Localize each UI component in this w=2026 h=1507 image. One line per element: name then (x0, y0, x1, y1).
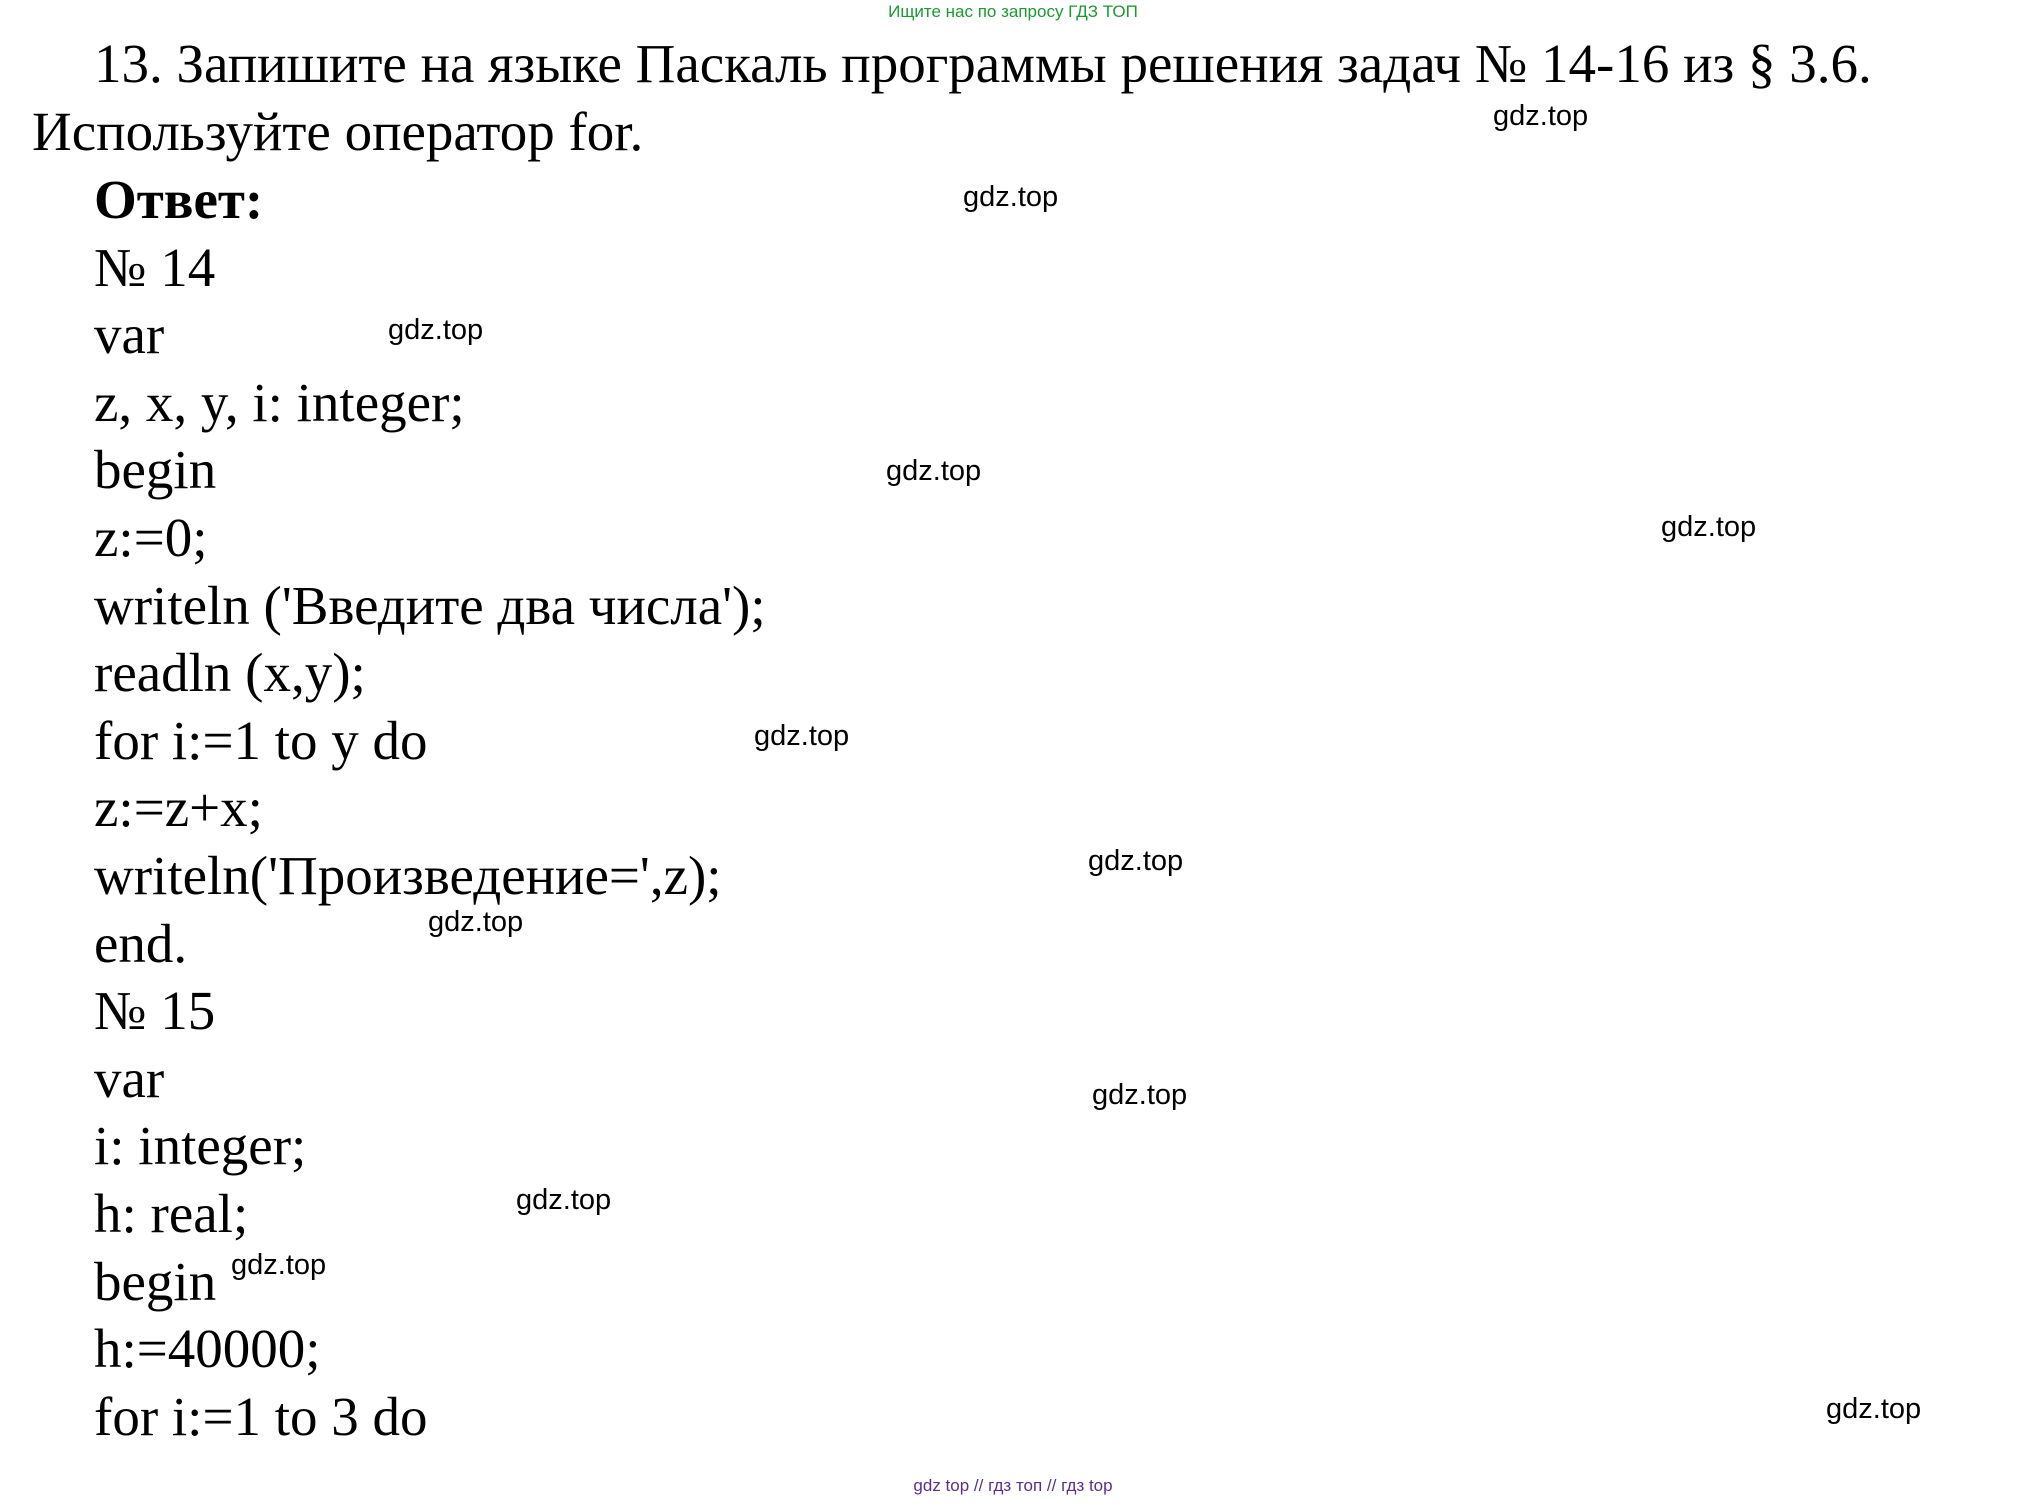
watermark: gdz.top (1826, 1393, 1922, 1425)
watermark: gdz.top (1092, 1079, 1188, 1111)
watermark: gdz.top (1661, 511, 1757, 543)
code-line: z:=z+x; (94, 777, 263, 839)
code-line: readln (x,y); (94, 642, 366, 704)
watermark: gdz.top (516, 1184, 612, 1216)
watermark: gdz.top (963, 181, 1059, 213)
code-line: begin (94, 439, 217, 501)
watermark: gdz.top (1493, 100, 1589, 132)
code-line: z:=0; (94, 506, 208, 568)
code-line: end. (94, 912, 188, 974)
task-statement (32, 30, 2012, 166)
code-line: h: real; (94, 1182, 249, 1244)
code-line: for i:=1 to y do (94, 709, 428, 771)
code-line: h:=40000; (94, 1318, 321, 1380)
watermark: gdz.top (428, 906, 524, 938)
code-line: № 15 (94, 980, 216, 1042)
answer-heading: Ответ: (94, 169, 264, 230)
code-line: for i:=1 to 3 do (94, 1385, 428, 1447)
code-line: writeln ('Введите два числа'); (94, 574, 766, 636)
answer-block (94, 166, 766, 1450)
code-line: var (94, 1047, 165, 1109)
code-line: i: integer; (94, 1115, 307, 1177)
watermark: gdz.top (388, 314, 484, 346)
code-line: № 14 (94, 236, 216, 298)
task-text-line-2: Используйте оператор for. (32, 101, 644, 162)
code-line: z, x, y, i: integer; (94, 371, 465, 433)
code-line: begin (94, 1250, 217, 1312)
code-line: writeln('Произведение=',z); (94, 844, 722, 906)
code-line: var (94, 304, 165, 366)
watermark: gdz.top (754, 720, 850, 752)
footer-watermark: gdz top // гдз топ // гдз top (913, 1476, 1113, 1495)
watermark: gdz.top (886, 455, 982, 487)
watermark: gdz.top (231, 1249, 327, 1281)
watermark: gdz.top (1088, 845, 1184, 877)
task-text-line-1: 13. Запишите на языке Паскаль программы решения задач № 14-16 из § 3.6. (94, 33, 1872, 94)
search-hint-banner: Ищите нас по запросу ГДЗ ТОП (888, 2, 1138, 21)
